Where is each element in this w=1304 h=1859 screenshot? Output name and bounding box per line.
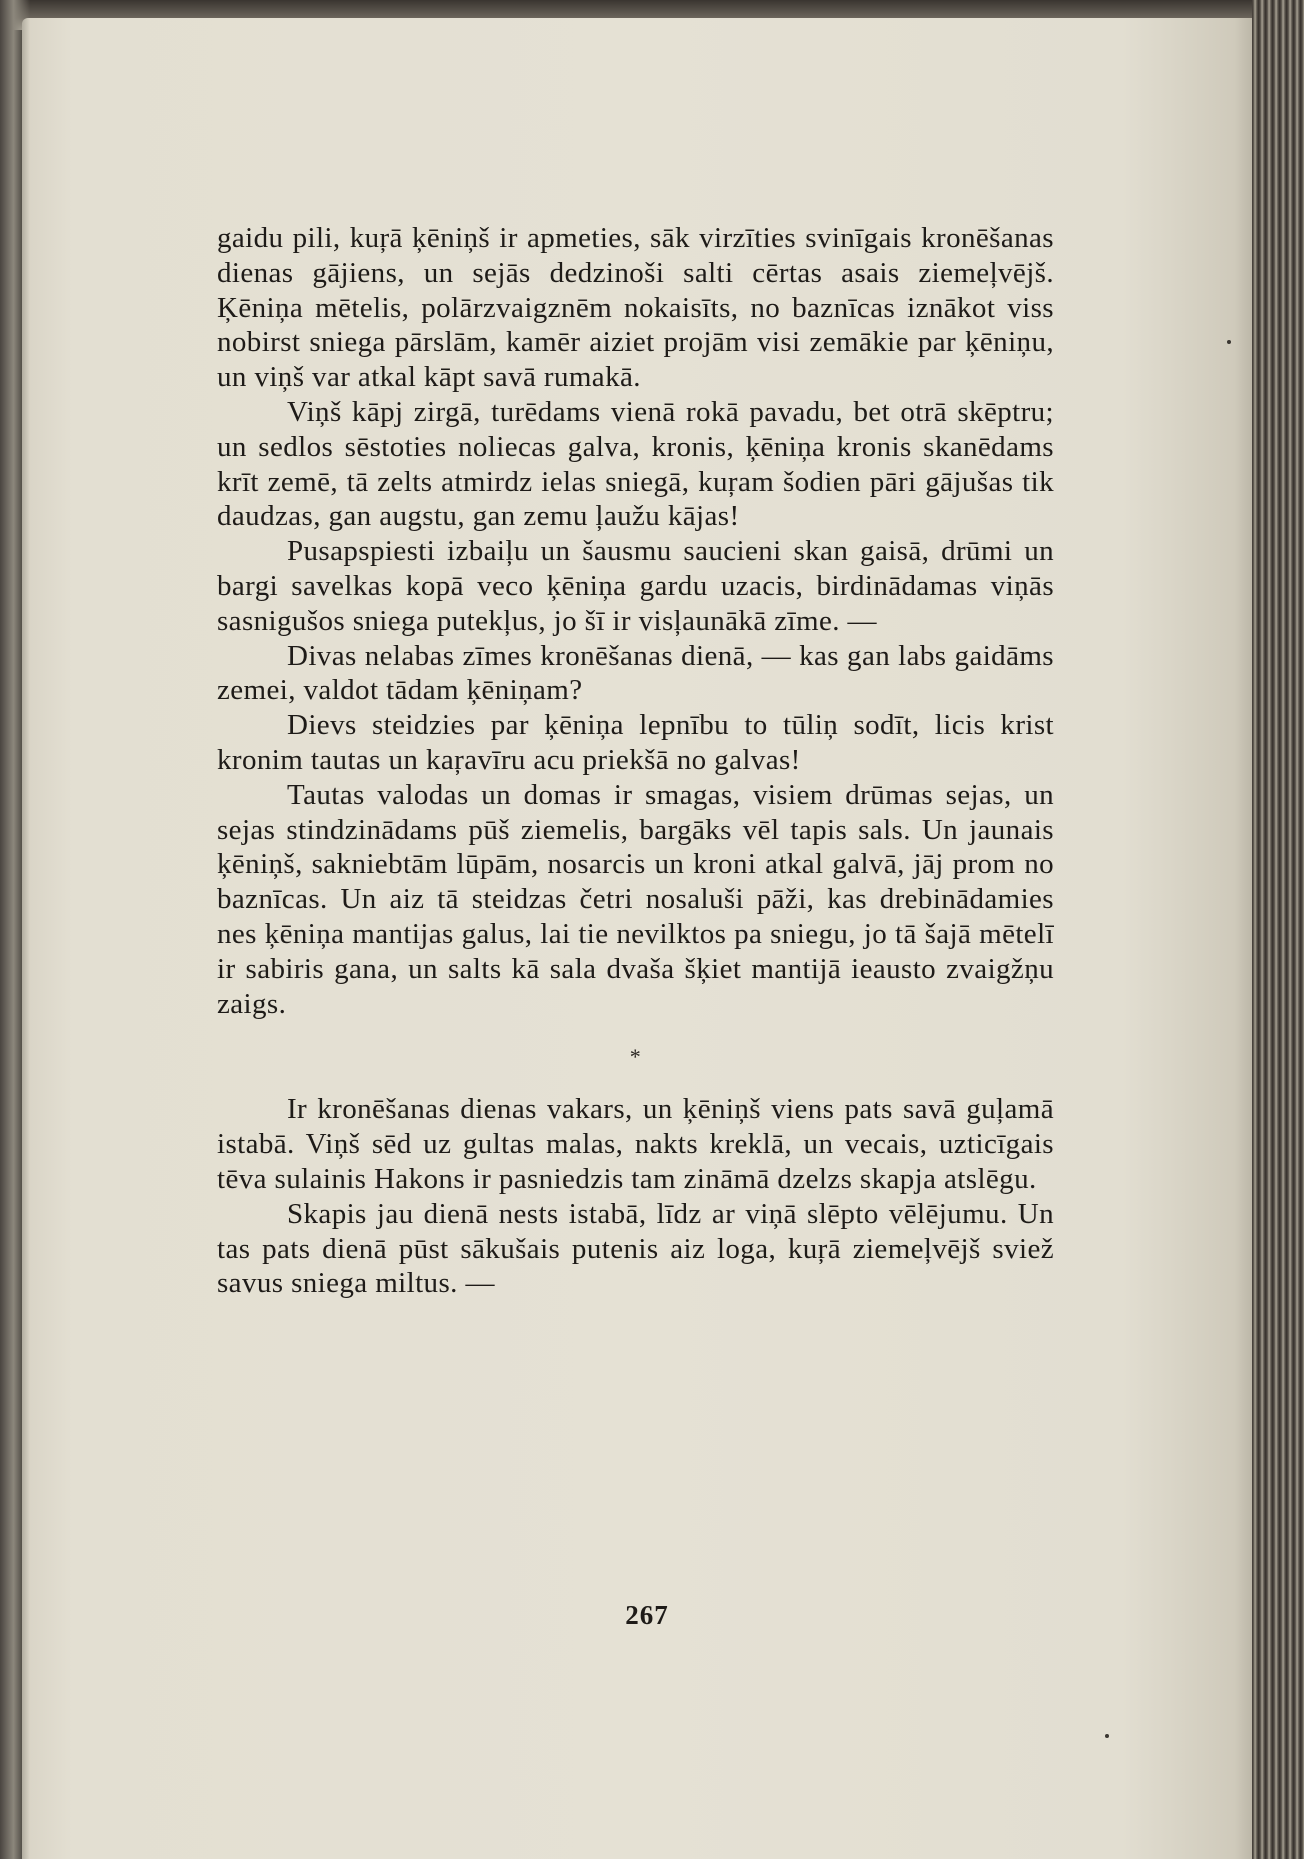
paragraph: Ir kronēšanas dienas vakars, un ķēniņš viens pats savā guļamā istabā. Viņš sēd uz gultas malas, nakts kreklā, un vecais, uzticīgais tēva sulainis Hakons ir pasniedzis tam zināmā dzelzs skapja atslēgu. xyxy=(217,1093,1054,1195)
paper-speck xyxy=(1227,340,1231,344)
paper-speck xyxy=(1105,1734,1109,1738)
section-separator-asterisk: * xyxy=(629,1044,642,1070)
book-page xyxy=(22,18,1272,1859)
page-left-gutter-shadow xyxy=(0,0,30,1859)
paragraph: Divas nelabas zīmes kronēšanas dienā, — kas gan labs gaidāms zemei, valdot tādam ķēniņam? xyxy=(217,639,1054,707)
paragraph: Dievs steidzies par ķēniņa lepnību to tūliņ sodīt, licis krist kronim tautas un kaŗavīru acu priekšā no galvas! xyxy=(217,709,1054,776)
paragraph: gaidu pili, kuŗā ķēniņš ir apmeties, sāk virzīties svinīgais kronēšanas dienas gājiens, un sejās dedzinoši salti cērtas asais ziemeļvējš. Ķēniņa mētelis, polārzvaigznēm nokaisīts, no baznīcas iznākot viss nobirst sniega pārslām, kamēr aiziet projām visi zemākie par ķēniņu, un viņš var atkal kāpt savā rumakā. xyxy=(217,222,1054,394)
page-number: 267 xyxy=(625,1600,669,1630)
book-spine-edge xyxy=(1252,0,1304,1859)
page-body-text xyxy=(217,221,1054,1301)
paragraph: Pusapspiesti izbaiļu un šausmu saucieni skan gaisā, drūmi un bargi savelkas kopā veco ķēniņa gardu uzacis, birdinādamas viņās sasnigušos sniega putekļus, jo šī ir visļaunākā zīme. — xyxy=(217,535,1054,637)
paragraph: Viņš kāpj zirgā, turēdams vienā rokā pavadu, bet otrā skēptru; un sedlos sēstoties noliecas galva, kronis, ķēniņa kronis skanēdams krīt zemē, tā zelts atmirdz ielas sniegā, kuŗam šodien pāri gājušas tik daudzas, gan augstu, gan zemu ļaužu kājas! xyxy=(217,395,1054,533)
paragraph: Skapis jau dienā nests istabā, līdz ar viņā slēpto vēlējumu. Un tas pats dienā pūst sākušais putenis aiz loga, kuŗā ziemeļvējš sviež savus sniega miltus. — xyxy=(217,1197,1054,1300)
paragraph: Tautas valodas un domas ir smagas, visiem drūmas sejas, un sejas stindzinādams pūš ziemelis, bargāks vēl tapis sals. Un jaunais ķēniņš, sakniebtām lūpām, nosarcis un kroni atkal galvā, jāj prom no baznīcas. Un aiz tā steidzas četri nosaluši pāži, kas drebinādamies nes ķēniņa mantijas galus, lai tie nevilktos pa sniegu, jo tā šajā mētelī ir sabiris gana, un salts kā sala dvaša šķiet mantijā ieausto zvaigžņu zaigs. xyxy=(217,778,1054,1020)
